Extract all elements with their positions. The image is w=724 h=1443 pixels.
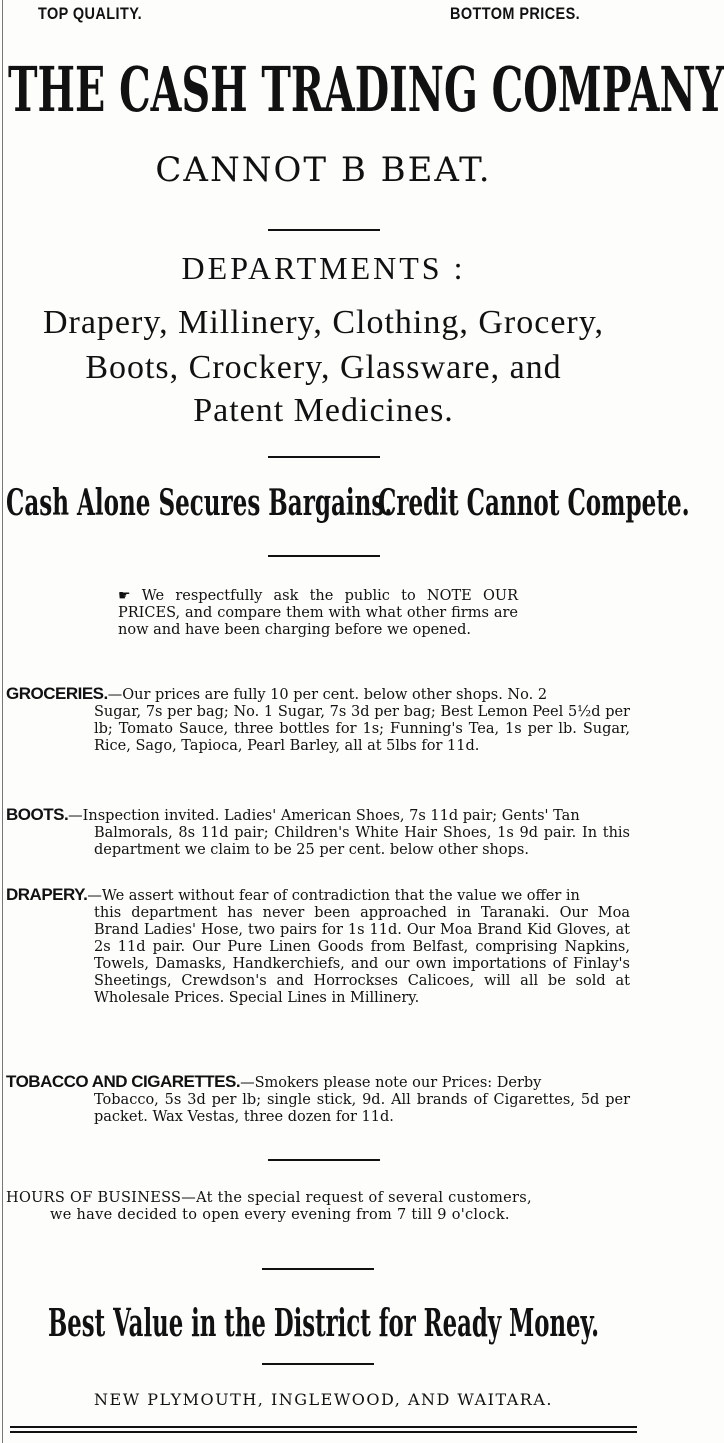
divider	[268, 555, 380, 557]
section-first-line: —Our prices are fully 10 per cent. below other shops. No. 2	[107, 687, 548, 703]
boots-section	[6, 806, 630, 859]
hours-label: HOURS OF BUSINESS	[6, 1190, 182, 1206]
section-first-line: —Inspection invited. Ladies' American Shoes, 7s 11d pair; Gents' Tan	[68, 808, 580, 824]
departments-line: Patent Medicines.	[193, 392, 454, 429]
section-heading: DRAPERY.	[6, 885, 88, 904]
departments-line: Drapery, Millinery, Clothing, Grocery,	[42, 304, 605, 341]
divider	[268, 229, 380, 231]
section-heading: GROCERIES.	[6, 684, 108, 703]
notice-paragraph	[118, 588, 518, 639]
notice-text: We respectfully ask the public to NOTE OUR PRICES, and compare them with what other firms are now and have been charging before we opened.	[118, 588, 518, 638]
slogan-credit: Credit Cannot Compete.	[378, 482, 690, 524]
groceries-section	[6, 685, 630, 755]
pointing-hand-icon: ☛	[118, 588, 131, 604]
divider	[268, 456, 380, 458]
bottom-prices-label: BOTTOM PRICES.	[450, 4, 581, 23]
drapery-section	[6, 886, 630, 1007]
departments-heading: DEPARTMENTS :	[181, 250, 466, 286]
section-body: Sugar, 7s per bag; No. 1 Sugar, 7s 3d per bag; Best Lemon Peel 5½d per lb; Tomato Sauce, three bottles for 1s; Funning's Tea, 1s per lb. Sugar, Rice, Sago, Tapioca, Pearl Barley, all at 5lbs for 11d.	[94, 704, 630, 754]
divider	[268, 1159, 380, 1161]
masthead-title: THE CASH TRADING COMPANY	[8, 53, 724, 126]
section-body: Tobacco, 5s 3d per lb; single stick, 9d. All brands of Cigarettes, 5d per packet. Wax Vestas, three dozen for 11d.	[94, 1092, 630, 1125]
hours-first-line: —At the special request of several customers,	[181, 1190, 532, 1206]
best-value-slogan: Best Value in the District for Ready Money.	[48, 1300, 600, 1345]
section-heading: TOBACCO AND CIGARETTES.	[6, 1072, 241, 1091]
section-body: Balmorals, 8s 11d pair; Children's White Hair Shoes, 1s 9d pair. In this department we claim to be 25 per cent. below other shops.	[94, 825, 630, 858]
section-first-line: —Smokers please note our Prices: Derby	[240, 1075, 542, 1091]
page-edge	[2, 0, 3, 1443]
slogan-cash: Cash Alone Secures Bargains.	[6, 482, 393, 524]
tagline: CANNOT B BEAT.	[155, 150, 492, 190]
hours-section	[6, 1190, 630, 1224]
hours-body: we have decided to open every evening from 7 till 9 o'clock.	[50, 1207, 510, 1223]
tobacco-section	[6, 1073, 630, 1126]
bottom-double-rule	[10, 1426, 637, 1428]
divider	[262, 1268, 374, 1270]
section-body: this department has never been approached in Taranaki. Our Moa Brand Ladies' Hose, two pairs for 1s 11d. Our Moa Brand Kid Gloves, at 2s 11d pair. Our Pure Linen Goods from Belfast, comprising Napkins, Towels, Damasks, Handkerchiefs, and our own importations of Finlay's Sheetings, Crewdson's and Horrockses Calicoes, will all be sold at Wholesale Prices. Special Lines in Millinery.	[94, 905, 630, 1006]
divider	[262, 1363, 374, 1365]
bottom-double-rule	[10, 1431, 637, 1433]
locations-line: NEW PLYMOUTH, INGLEWOOD, AND WAITARA.	[94, 1390, 553, 1409]
top-quality-label: TOP QUALITY.	[38, 4, 143, 23]
departments-line: Boots, Crockery, Glassware, and	[85, 349, 562, 386]
section-first-line: —We assert without fear of contradiction that the value we offer in	[87, 888, 580, 904]
section-heading: BOOTS.	[6, 805, 69, 824]
